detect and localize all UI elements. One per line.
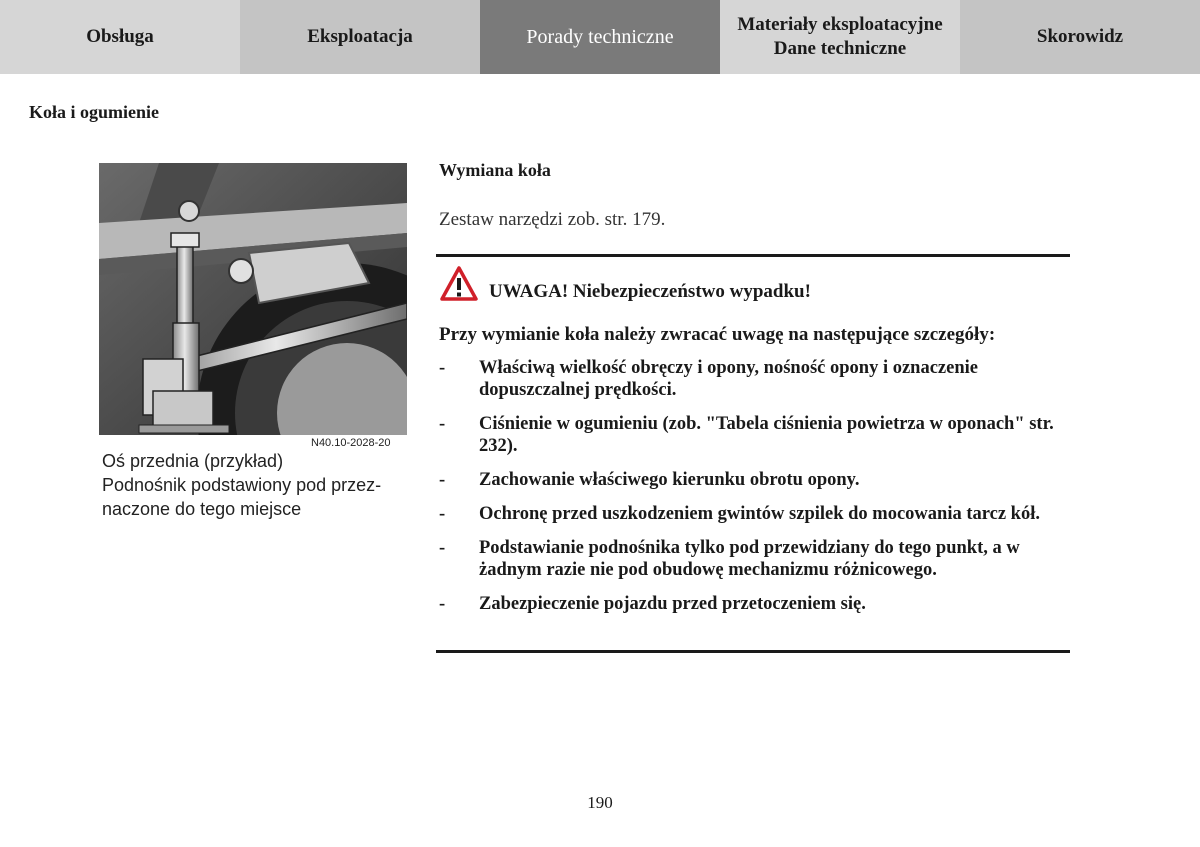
- tab-label: Materiały eksploatacyjne Dane techniczne: [737, 14, 943, 59]
- warning-intro: Przy wymianie koła należy zwracać uwagę na następujące szczegóły:: [439, 324, 996, 345]
- top-nav-tabs: [0, 0, 1200, 74]
- warning-title: UWAGA! Niebezpieczeństwo wypadku!: [489, 281, 811, 302]
- figure-code: N40.10-2028-20: [311, 437, 391, 449]
- list-item-text: Właściwą wielkość obręczy i opony, nośność opony i oznaczenie dopuszczalnej prędkości.: [479, 358, 978, 400]
- tab-skorowidz[interactable]: [960, 0, 1200, 74]
- tab-label: Obsługa: [86, 26, 154, 47]
- subsection-heading: Wymiana koła: [439, 160, 551, 180]
- tab-label: Porady techniczne: [526, 26, 674, 48]
- caption-line: naczone do tego miejsce: [102, 499, 302, 519]
- figure-caption: [102, 449, 412, 521]
- precaution-list: [439, 357, 1059, 627]
- list-item-text: Ochronę przed uszkodzeniem gwintów szpilek do mocowania tarcz kół.: [479, 504, 1040, 524]
- list-item: [439, 537, 1059, 581]
- list-item: [439, 469, 1059, 491]
- bullet-dash: -: [439, 538, 446, 558]
- warning-triangle-icon: [440, 266, 478, 302]
- bullet-dash: -: [439, 470, 446, 490]
- list-item: [439, 413, 1059, 457]
- warning-top-rule: [436, 254, 1070, 257]
- tab-eksploatacja[interactable]: [240, 0, 480, 74]
- list-item-text: Zabezpieczenie pojazdu przed przetoczeniem się.: [479, 594, 866, 614]
- section-title: Koła i ogumienie: [29, 102, 159, 122]
- caption-line: Podnośnik podstawiony pod przez-: [102, 475, 382, 495]
- tab-label: Eksploatacja: [307, 26, 413, 47]
- tab-obsluga[interactable]: [0, 0, 240, 74]
- bullet-dash: -: [439, 358, 446, 378]
- bullet-dash: -: [439, 414, 446, 434]
- toolkit-reference: Zestaw narzędzi zob. str. 179.: [439, 209, 666, 230]
- list-item-text: Ciśnienie w ogumieniu (zob. "Tabela ciśnienia powietrza w oponach" str. 232).: [479, 414, 1054, 456]
- list-item: [439, 503, 1059, 525]
- list-item: [439, 357, 1059, 401]
- list-item: [439, 593, 1059, 615]
- list-item-text: Zachowanie właściwego kierunku obrotu opony.: [479, 470, 860, 490]
- tab-porady-techniczne[interactable]: [480, 0, 720, 74]
- tab-materialy-dane[interactable]: [720, 0, 960, 74]
- list-item-text: Podstawianie podnośnika tylko pod przewidziany do tego punkt, a w żadnym razie nie pod obudowę mechanizmu różnicowego.: [479, 538, 1020, 580]
- jack-illustration: [99, 163, 407, 451]
- page-number: 190: [587, 793, 613, 812]
- bullet-dash: -: [439, 594, 446, 614]
- bullet-dash: -: [439, 504, 446, 524]
- warning-bottom-rule: [436, 650, 1070, 653]
- caption-line: Oś przednia (przykład): [102, 451, 284, 471]
- tab-label: Skorowidz: [1036, 26, 1124, 47]
